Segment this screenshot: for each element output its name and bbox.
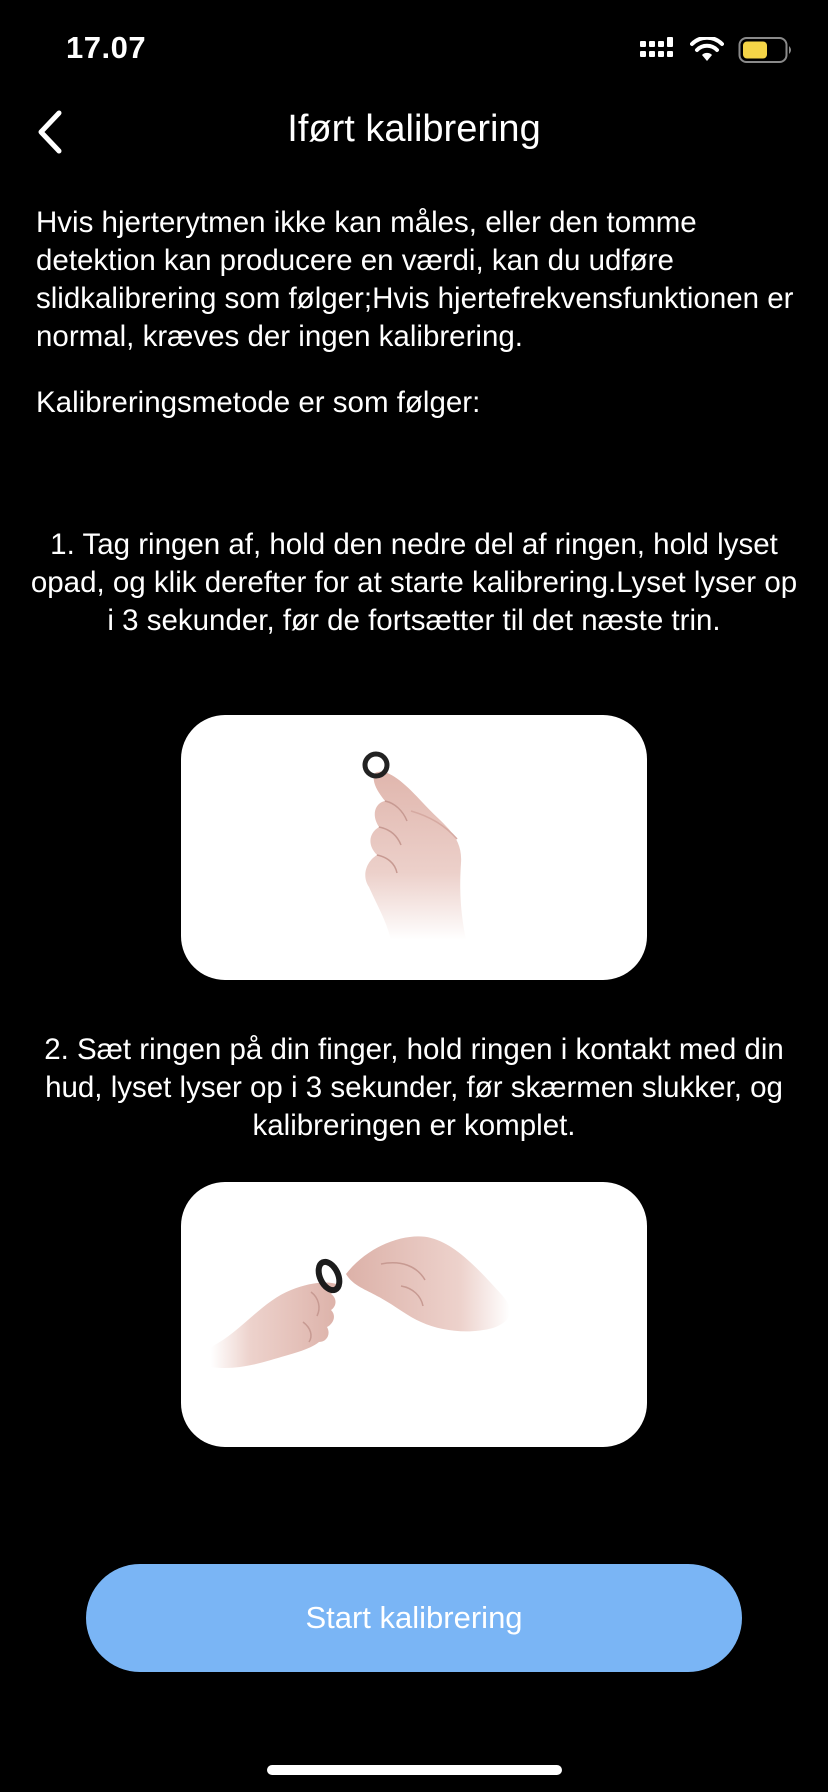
page-title: Iført kalibrering: [287, 108, 541, 150]
start-calibration-button[interactable]: Start kalibrering: [86, 1564, 742, 1672]
intro-text: Hvis hjerterytmen ikke kan måles, eller den tomme detektion kan producere en værdi, kan du udføre slidkalibrering som følger;Hvis hjertefrekvensfunktionen er normal, kræves der ingen kalibrering.: [36, 206, 794, 353]
step-2-text: 2. Sæt ringen på din finger, hold ringen i kontakt med din hud, lyset lyser op i 3 sekunder, før skærmen slukker, og kalibreringen er komplet.: [44, 1033, 784, 1142]
hand-holding-ring-illustration: [181, 715, 647, 980]
wifi-icon: [690, 37, 724, 63]
nav-bar: [0, 96, 828, 168]
status-bar: [0, 0, 828, 100]
ring-on-finger-illustration: [181, 1182, 647, 1447]
battery-icon: [738, 36, 794, 64]
step-1-text: 1. Tag ringen af, hold den nedre del af ringen, hold lyset opad, og klik derefter for at starte kalibrering.Lyset lyser op i 3 sekunder, før de fortsætter til det næste trin.: [30, 528, 798, 637]
status-icons: [638, 36, 794, 64]
home-indicator[interactable]: [267, 1765, 562, 1775]
method-heading: Kalibreringsmetode er som følger:: [36, 386, 481, 419]
status-time: 17.07: [66, 30, 147, 65]
signal-icon: [638, 37, 676, 63]
content: [36, 204, 796, 422]
